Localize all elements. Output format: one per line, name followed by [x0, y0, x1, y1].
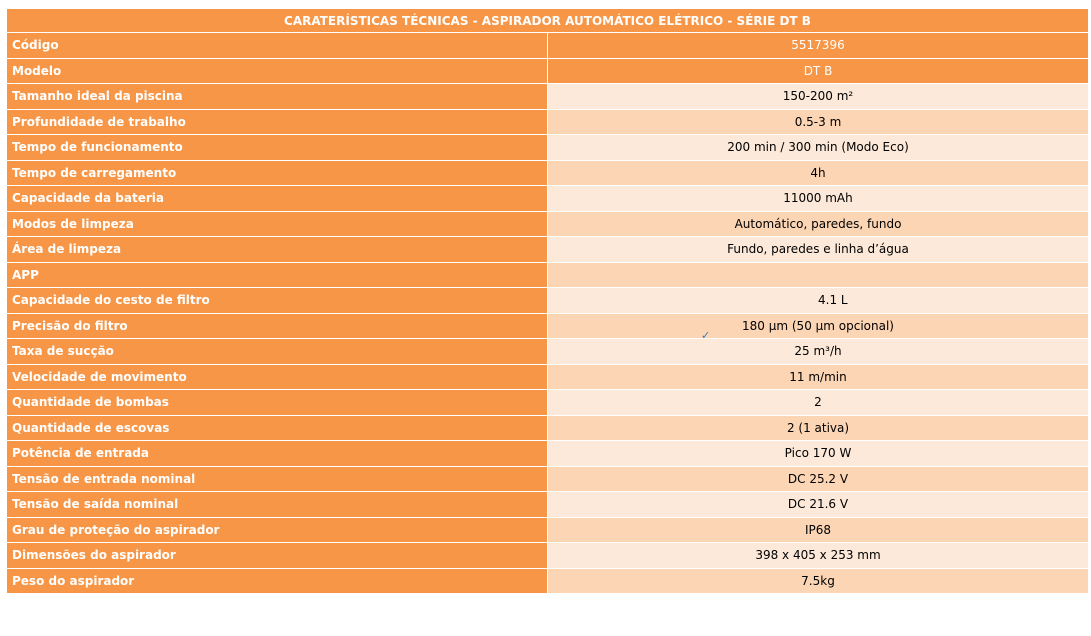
spec-value: 2 — [548, 390, 1089, 416]
table-row — [7, 364, 1089, 390]
table-row — [7, 466, 1089, 492]
table-row — [7, 84, 1089, 110]
spec-label: Tempo de carregamento — [7, 160, 548, 186]
spec-value: 5517396 — [548, 33, 1089, 59]
spec-value: Fundo, paredes e linha d’água — [548, 237, 1089, 263]
spec-label: Capacidade do cesto de filtro — [7, 288, 548, 314]
spec-label: Velocidade de movimento — [7, 364, 548, 390]
table-row — [7, 415, 1089, 441]
specifications-table — [6, 8, 1089, 594]
table-row — [7, 313, 1089, 339]
table-row — [7, 543, 1089, 569]
spec-label: Grau de proteção do aspirador — [7, 517, 548, 543]
table-row — [7, 58, 1089, 84]
spec-value: DC 25.2 V — [548, 466, 1089, 492]
table-row — [7, 262, 1089, 288]
spec-value: 11 m/min — [548, 364, 1089, 390]
spec-label: Precisão do filtro — [7, 313, 548, 339]
spec-label: Modelo — [7, 58, 548, 84]
spec-value: Pico 170 W — [548, 441, 1089, 467]
spec-label: Modos de limpeza — [7, 211, 548, 237]
spec-label: APP — [7, 262, 548, 288]
spec-value: DT B — [548, 58, 1089, 84]
spec-label: Tempo de funcionamento — [7, 135, 548, 161]
spec-value: Automático, paredes, fundo — [548, 211, 1089, 237]
spec-label: Quantidade de escovas — [7, 415, 548, 441]
table-row — [7, 211, 1089, 237]
spec-value: 25 m³/h — [548, 339, 1089, 365]
spec-label: Potência de entrada — [7, 441, 548, 467]
spec-label: Código — [7, 33, 548, 59]
table-row — [7, 390, 1089, 416]
spec-label: Dimensões do aspirador — [7, 543, 548, 569]
spec-value: 11000 mAh — [548, 186, 1089, 212]
spec-label: Quantidade de bombas — [7, 390, 548, 416]
table-row — [7, 237, 1089, 263]
spec-label: Tensão de saída nominal — [7, 492, 548, 518]
spec-label: Capacidade da bateria — [7, 186, 548, 212]
spec-value: 7.5kg — [548, 568, 1089, 594]
table-row — [7, 492, 1089, 518]
table-row — [7, 517, 1089, 543]
table-title-row — [7, 9, 1089, 33]
spec-value — [548, 262, 1089, 288]
spec-value: 4.1 L — [548, 288, 1089, 314]
spec-value: 0.5-3 m — [548, 109, 1089, 135]
spec-value: 4h — [548, 160, 1089, 186]
spec-value: 2 (1 ativa) — [548, 415, 1089, 441]
table-row — [7, 135, 1089, 161]
spec-value: DC 21.6 V — [548, 492, 1089, 518]
spec-value: 180 µm (50 µm opcional) — [548, 313, 1089, 339]
spec-label: Área de limpeza — [7, 237, 548, 263]
table-row — [7, 568, 1089, 594]
specifications-body — [7, 33, 1089, 594]
spec-label: Tensão de entrada nominal — [7, 466, 548, 492]
spec-label: Taxa de sucção — [7, 339, 548, 365]
table-row — [7, 33, 1089, 59]
table-title: CARATERÍSTICAS TÉCNICAS - ASPIRADOR AUTOMÁTICO ELÉTRICO - SÉRIE DT B — [7, 9, 1089, 33]
spec-value: IP68 — [548, 517, 1089, 543]
checkmark-icon: ✓ — [701, 329, 711, 342]
spec-label: Peso do aspirador — [7, 568, 548, 594]
spec-label: Profundidade de trabalho — [7, 109, 548, 135]
table-row — [7, 160, 1089, 186]
spec-value: 200 min / 300 min (Modo Eco) — [548, 135, 1089, 161]
table-row — [7, 288, 1089, 314]
table-row — [7, 186, 1089, 212]
spec-value: 150-200 m² — [548, 84, 1089, 110]
table-row — [7, 441, 1089, 467]
spec-label: Tamanho ideal da piscina — [7, 84, 548, 110]
table-row — [7, 339, 1089, 365]
table-row — [7, 109, 1089, 135]
spec-value: 398 x 405 x 253 mm — [548, 543, 1089, 569]
